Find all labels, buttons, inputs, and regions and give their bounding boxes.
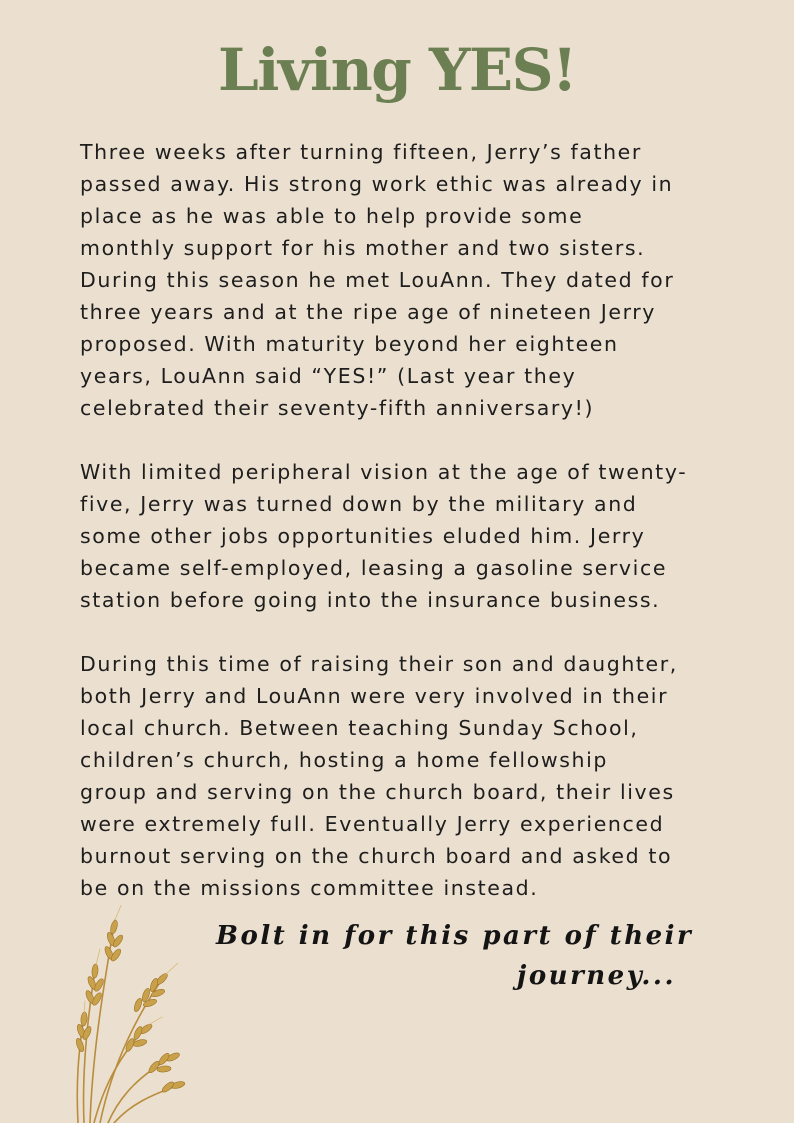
text-line: During this time of raising their son and daughter, <box>80 652 678 676</box>
paragraph-3 <box>80 648 730 904</box>
text-line: were extremely full. Eventually Jerry experienced <box>80 812 665 836</box>
text-line: be on the missions committee instead. <box>80 876 539 900</box>
text-line: five, Jerry was turned down by the military and <box>80 492 638 516</box>
text-line: monthly support for his mother and two sisters. <box>80 236 646 260</box>
text-line: passed away. His strong work ethic was already in <box>80 172 674 196</box>
text-line: With limited peripheral vision at the age of twenty- <box>80 460 688 484</box>
text-line: proposed. With maturity beyond her eighteen <box>80 332 619 356</box>
text-line: local church. Between teaching Sunday School, <box>80 716 639 740</box>
text-line: burnout serving on the church board and asked to <box>80 844 673 868</box>
text-line: Three weeks after turning fifteen, Jerry’s father <box>80 140 642 164</box>
paragraph-1 <box>80 136 730 424</box>
text-line: both Jerry and LouAnn were very involved in their <box>80 684 669 708</box>
wheat-stalks-icon <box>70 905 200 1123</box>
closing-line: journey... <box>516 961 676 991</box>
page-title: Living YES! <box>218 36 576 104</box>
text-line: During this season he met LouAnn. They dated for <box>80 268 675 292</box>
closing-line: Bolt in for this part of their <box>216 921 694 951</box>
closing-teaser <box>216 916 694 996</box>
text-line: celebrated their seventy-fifth anniversary!) <box>80 396 595 420</box>
story-body <box>80 136 730 936</box>
text-line: some other jobs opportunities eluded him. Jerry <box>80 524 646 548</box>
text-line: children’s church, hosting a home fellowship <box>80 748 608 772</box>
text-line: place as he was able to help provide some <box>80 204 584 228</box>
text-line: station before going into the insurance business. <box>80 588 661 612</box>
text-line: became self-employed, leasing a gasoline service <box>80 556 668 580</box>
paragraph-2 <box>80 456 730 616</box>
text-line: group and serving on the church board, their lives <box>80 780 675 804</box>
text-line: years, LouAnn said “YES!” (Last year they <box>80 364 577 388</box>
text-line: three years and at the ripe age of nineteen Jerry <box>80 300 657 324</box>
